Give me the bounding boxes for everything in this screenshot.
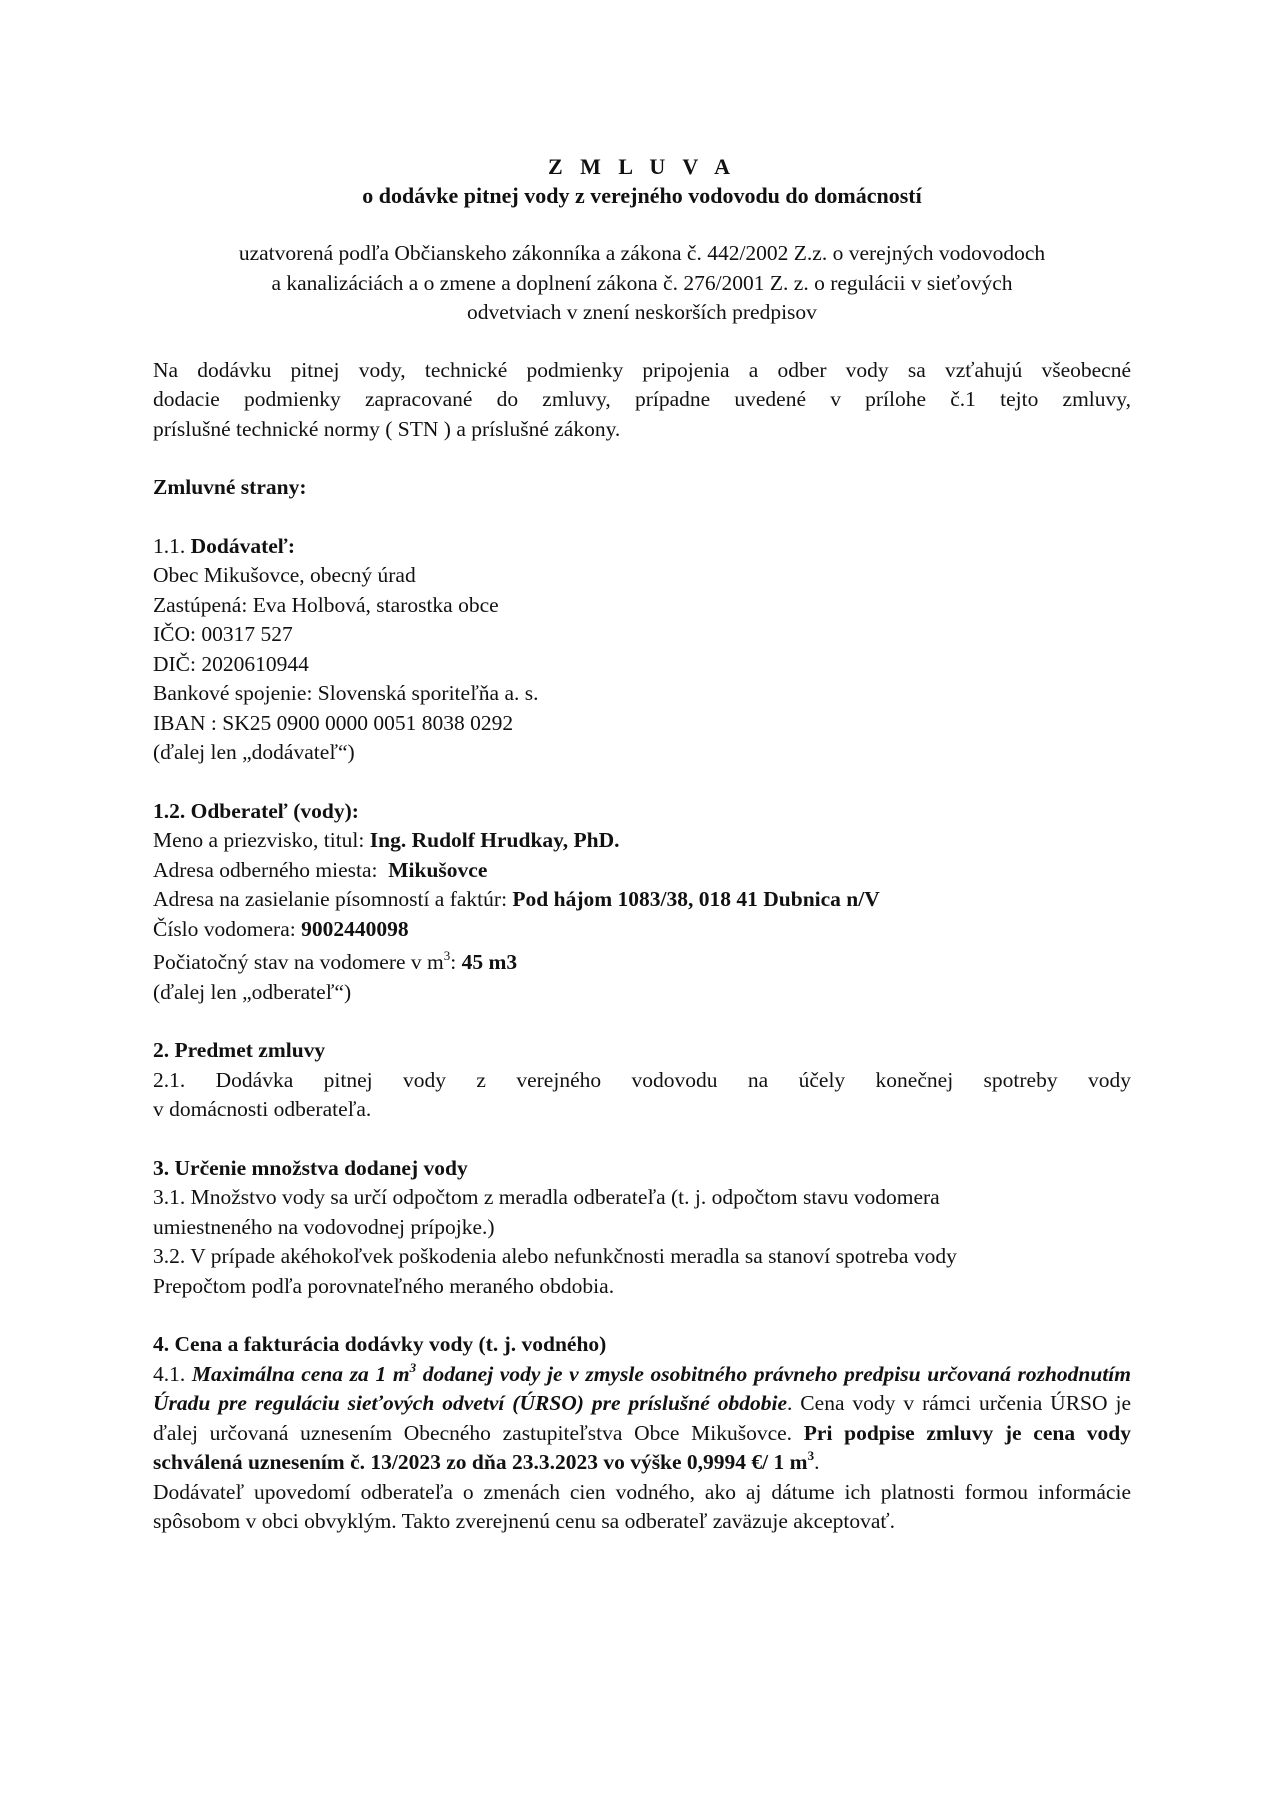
section-2-text: 2.1. Dodávka pitnej vody z verejného vodovodu na účely konečnej spotreby vody [153, 1067, 1131, 1092]
superscript: 3 [409, 1359, 417, 1375]
field-label: Adresa odberného miesta: [153, 857, 389, 882]
clause-number: 4.1. [153, 1361, 192, 1386]
supplier-ico: IČO: 00317 527 [153, 622, 293, 646]
document-title: Z M L U V A [547, 154, 737, 179]
section-4 [153, 1330, 1131, 1537]
meter-state-row [153, 948, 1131, 978]
customer-name-row [153, 826, 1131, 856]
customer-meter-row [153, 915, 1131, 945]
section-4-heading: 4. Cena a fakturácia dodávky vody (t. j. vodného) [153, 1332, 607, 1356]
customer-site-row [153, 856, 1131, 886]
section-3 [153, 1154, 1131, 1302]
supplier-iban: IBAN : SK25 0900 0000 0051 8038 0292 [153, 710, 514, 735]
max-price-text: dodanej vody je v zmysle osobitného právneho predpisu určovaná rozhodnutím Úradu pre reguláciu sieťových odvetví (ÚRSO) pre príslušné obdobie [153, 1361, 1132, 1415]
max-price-text: Maximálna cena za 1 m [191, 1361, 410, 1386]
intro-line: Na dodávku pitnej vody, technické podmienky pripojenia a odber vody sa vzťahujú všeobecné [153, 357, 1131, 382]
supplier-label: Dodávateľ: [190, 533, 296, 558]
section-2 [153, 1036, 1131, 1125]
supplier-alias: (ďalej len „dodávateľ“) [153, 740, 355, 764]
supplier-representative: Zastúpená: Eva Holbová, starostka obce [153, 592, 499, 617]
supplier-heading [153, 532, 1131, 562]
section-3-heading: 3. Určenie množstva dodanej vody [153, 1155, 468, 1180]
customer-alias: (ďalej len „odberateľ“) [153, 979, 352, 1004]
contract-page [153, 153, 1131, 1537]
field-label: Meno a priezvisko, titul: [153, 828, 370, 852]
customer-mail-address-row [153, 885, 1131, 915]
legal-basis-line: uzatvorená podľa Občianskeho zákonníka a zákona č. 442/2002 Z.z. o verejných vodovodoch [238, 241, 1046, 265]
legal-basis [153, 239, 1131, 328]
section-3-text: 3.2. V prípade akéhokoľvek poškodenia alebo nefunkčnosti meradla sa stanoví spotreba vody [153, 1244, 957, 1268]
separator: : [450, 950, 462, 974]
intro-line: dodacie podmienky zapracované do zmluvy, prípadne uvedené v prílohe č.1 tejto zmluvy, [153, 387, 1131, 411]
customer-name: Ing. Rudolf Hrudkay, PhD. [369, 828, 620, 852]
section-2-text: v domácnosti odberateľa. [153, 1097, 372, 1121]
supplier-name: Obec Mikušovce, obecný úrad [153, 563, 416, 587]
customer-block [153, 797, 1131, 1008]
parties-heading: Zmluvné strany: [153, 475, 307, 499]
superscript: 3 [807, 1448, 815, 1463]
customer-mail-address: Pod hájom 1083/38, 018 41 Dubnica n/V [512, 887, 880, 911]
supplier-bank: Bankové spojenie: Slovenská sporiteľňa a. s. [153, 681, 539, 705]
section-2-heading: 2. Predmet zmluvy [153, 1038, 326, 1062]
supplier-block [153, 532, 1131, 768]
document-subtitle: o dodávke pitnej vody z verejného vodovodu do domácností [362, 183, 922, 208]
section-3-text: umiestneného na vodovodnej prípojke.) [153, 1214, 495, 1239]
field-label: Adresa na zasielanie písomností a faktúr: [153, 887, 513, 911]
supplier-dic: DIČ: 2020610944 [153, 651, 309, 676]
price-determination-text: . Cena vody v rámci určenia ÚRSO je ďalej určovaná uznesením Obecného zastupiteľstva Obce Mikušovce. [153, 1391, 1131, 1445]
field-label: Číslo vodomera: [153, 916, 302, 941]
intro-paragraph [153, 356, 1131, 445]
customer-meter-number: 9002440098 [301, 916, 409, 941]
meter-state-value: 45 m3 [461, 950, 518, 974]
section-3-text: Prepočtom podľa porovnateľného meraného obdobia. [153, 1273, 615, 1298]
legal-basis-line: odvetviach v znení neskorších predpisov [467, 300, 817, 324]
section-3-text: 3.1. Množstvo vody sa určí odpočtom z meradla odberateľa (t. j. odpočtom stavu vodomera [153, 1185, 940, 1209]
section-4-1-paragraph [153, 1360, 1131, 1478]
approved-price-text: Pri podpise zmluvy je cena vody schválená uznesením č. 13/2023 zo dňa 23.3.2023 vo výške 0,9994 €/ 1 m [153, 1420, 1131, 1474]
field-label: Počiatočný stav na vodomere v m [153, 950, 444, 974]
customer-site: Mikušovce [388, 857, 488, 882]
supplier-number: 1.1. [153, 533, 186, 558]
superscript: 3 [443, 948, 451, 963]
period: . [814, 1450, 820, 1474]
section-4-notice-paragraph: Dodávateľ upovedomí odberateľa o zmenách cien vodného, ako aj dátume ich platnosti formou informácie spôsobom v obci obvyklým. Takto zverejnenú cenu sa odberateľ zaväzuje akceptovať. [153, 1479, 1131, 1533]
intro-line: príslušné technické normy ( STN ) a príslušné zákony. [153, 416, 621, 441]
legal-basis-line: a kanalizáciách a o zmene a doplnení zákona č. 276/2001 Z. z. o regulácii v sieťových [271, 270, 1013, 295]
customer-heading: 1.2. Odberateľ (vody): [153, 798, 359, 823]
